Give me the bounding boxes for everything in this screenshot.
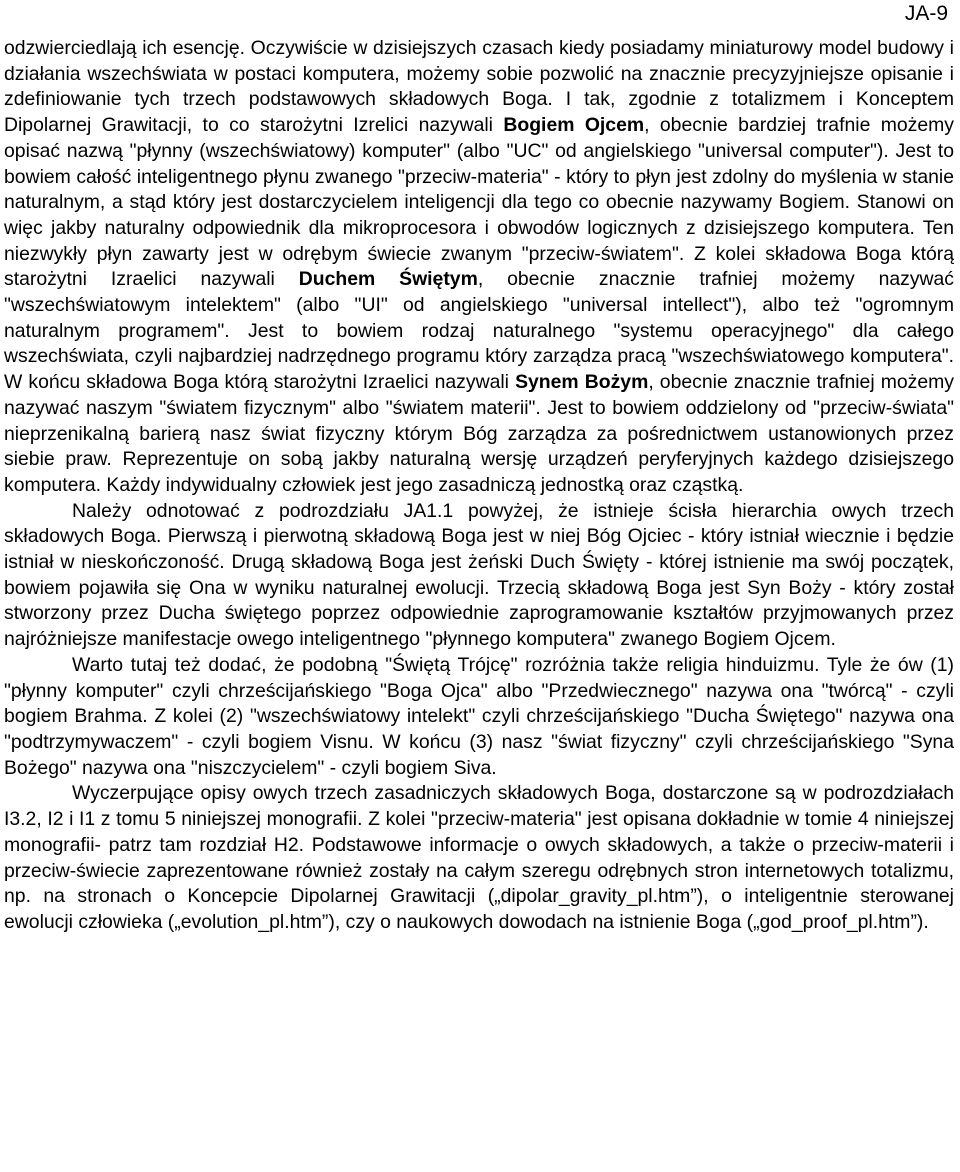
- paragraph-1-text-1: odzwierciedlają ich esencję. Oczywiście w dzisiejszych czasach kiedy posiadamy miniaturowy model budowy i działania wszechświata w postaci komputera, możemy sobie pozwolić na znacznie precyzyjniejsze opisanie i zdefiniowanie tych trzech podstawowych składowych Boga. I tak, zgodnie z totalizmem i Konceptem Dipolarnej Grawitacji, to co starożytni Izrelici nazywali: [4, 37, 954, 137]
- paragraph-4-text: Wyczerpujące opisy owych trzech zasadniczych składowych Boga, dostarczone są w podrozdziałach I3.2, I2 i I1 z tomu 5 niniejszej monografii. Z kolei "przeciw-materia" jest opisana dokładnie w tomie 4 niniejszej monografii- patrz tam rozdział H2. Podstawowe informacje o owych składowych, a także o przeciw-materii i przeciw-świecie zaprezentowane również zostały na całym szeregu odrębnych stron internetowych totalizmu, np. na stronach o Koncepcie Dipolarnej Grawitacji („dipolar_gravity_pl.htm”), o inteligentnie sterowanej ewolucji człowieka („evolution_pl.htm”), czy o naukowych dowodach na istnienie Boga („god_proof_pl.htm”).: [4, 782, 954, 933]
- paragraph-1-text-3: , obecnie znacznie trafniej możemy nazywać "wszechświatowym intelektem" (albo "UI" od angielskiego "universal intellect"), albo też "ogromnym naturalnym programem". Jest to bowiem rodzaj naturalnego "systemu operacyjnego" dla całego wszechświata, czyli najbardziej nadrzędnego programu który zarządza pracą "wszechświatowego komputera". W końcu składowa Boga którą starożytni Izraelici nazywali: [4, 268, 955, 394]
- bold-term-synem-bozym: Synem Bożym: [515, 371, 649, 394]
- paragraph-1-text-2: , obecnie bardziej trafnie możemy opisać nazwą "płynny (wszechświatowy) komputer" (albo "UC" od angielskiego "universal computer"). Jest to bowiem całość inteligentnego płynu zwanego "przeciw-materia" - który to płyn jest zdolny do myślenia w stanie naturalnym, a stąd który jest dostarczycielem inteligencji dla tego co obecnie nazywamy Bogiem. Stanowi on więc jakby naturalny odpowiednik dla mikroprocesora i obwodów logicznych z dzisiejszego komputera. Ten niezwykły płyn zawarty jest w odrębym świecie zwanym "przeciw-światem". Z kolei składowa Boga którą starożytni Izraelici nazywali: [4, 114, 954, 291]
- page-number-header: JA-9: [904, 2, 948, 25]
- paragraph-2: [4, 499, 954, 653]
- paragraph-4: [4, 781, 954, 935]
- paragraph-1: [4, 36, 954, 499]
- paragraph-1-text-4: , obecnie znacznie trafniej możemy nazywać naszym "światem fizycznym" albo "światem materii". Jest to bowiem oddzielony od "przeciw-świata" nieprzenikalną barierą nasz świat fizyczny którym Bóg zarządza za pośrednictwem ustanowionych przez siebie praw. Reprezentuje on sobą jakby naturalną wersję urządzeń peryferyjnych każdego dzisiejszego komputera. Każdy indywidualny człowiek jest jego zasadniczą jednostką oraz cząstką.: [4, 371, 954, 496]
- document-body: [4, 36, 954, 936]
- bold-term-duchem-swietym: Duchem Świętym: [298, 268, 478, 291]
- bold-term-bogiem-ojcem: Bogiem Ojcem: [503, 114, 645, 137]
- paragraph-3: [4, 653, 954, 782]
- paragraph-3-text: Warto tutaj też dodać, że podobną "Świętą Trójcę" rozróżnia także religia hinduizmu. Tyle że ów (1) "płynny komputer" czyli chrześcijańskiego "Boga Ojca" albo "Przedwiecznego" nazywa ona "twórcą" - czyli bogiem Brahma. Z kolei (2) "wszechświatowy intelekt" czyli chrześcijańskiego "Ducha Świętego" nazywa ona "podtrzymywaczem" - czyli bogiem Visnu. W końcu (3) nasz "świat fizyczny" czyli chrześcijańskiego "Syna Bożego" nazywa ona "niszczycielem" - czyli bogiem Siva.: [4, 653, 954, 779]
- paragraph-2-text: Należy odnotować z podrozdziału JA1.1 powyżej, że istnieje ścisła hierarchia owych trzech składowych Boga. Pierwszą i pierwotną składową Boga jest w niej Bóg Ojciec - który istniał wiecznie i będzie istniał w nieskończoność. Drugą składową Boga jest żeński Duch Święty - której istnienie ma swój początek, bowiem pojawiła się Ona w wyniku naturalnej ewolucji. Trzecią składową Boga jest Syn Boży - który został stworzony przez Ducha świętego poprzez odpowiednie zaprogramowanie kształtów przyjmowanych przez najróżniejsze manifestacje owego inteligentnego "płynnego komputera" zwanego Bogiem Ojcem.: [4, 499, 954, 651]
